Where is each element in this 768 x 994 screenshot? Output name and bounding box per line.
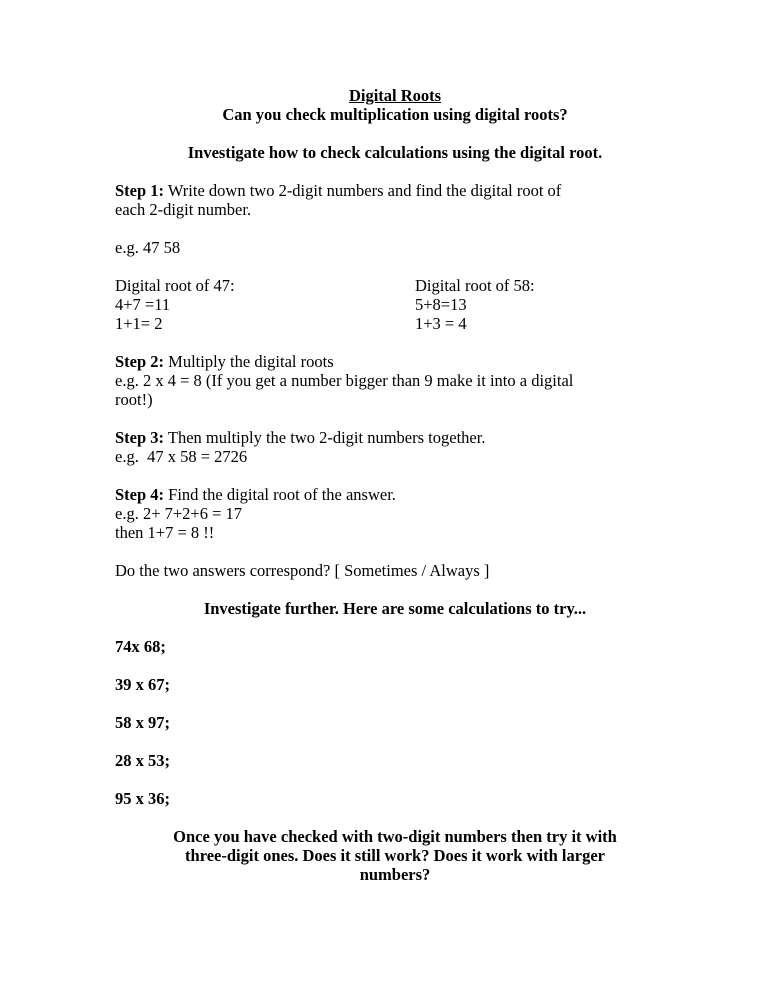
root-heading: Digital root of 47:: [115, 276, 235, 295]
calculation-item: 39 x 67;: [115, 675, 170, 694]
closing-line: three-digit ones. Does it still work? Does it work with larger: [185, 846, 605, 865]
step-text: e.g. 2 x 4 = 8 (If you get a number bigger than 9 make it into a digital: [115, 371, 574, 390]
step-label: Step 3:: [115, 428, 165, 447]
step-text: Write down two 2-digit numbers and find the digital root of: [164, 181, 562, 200]
step-1: [115, 181, 675, 219]
page-title: Digital Roots: [348, 86, 442, 105]
example-numbers: e.g. 47 58: [115, 238, 181, 257]
header: [115, 86, 675, 124]
step-2: [115, 352, 675, 409]
step-text: root!): [115, 390, 153, 409]
step-text: e.g. 2+ 7+2+6 = 17: [115, 504, 243, 523]
step-text: each 2-digit number.: [115, 200, 252, 219]
root-line: 5+8=13: [415, 295, 467, 314]
correspond-question: Do the two answers correspond? [ Sometimes / Always ]: [115, 561, 490, 580]
step-text: Multiply the digital roots: [164, 352, 334, 371]
step-text: then 1+7 = 8 !!: [115, 523, 215, 542]
calculation-item: 74x 68;: [115, 637, 166, 656]
closing-line: Once you have checked with two-digit numbers then try it with: [173, 827, 617, 846]
closing-paragraph: [95, 827, 695, 884]
step-label: Step 1:: [115, 181, 165, 200]
step-label: Step 4:: [115, 485, 165, 504]
digital-root-left: [115, 276, 235, 333]
step-3: [115, 428, 675, 466]
calculation-item: 28 x 53;: [115, 751, 170, 770]
step-label: Step 2:: [115, 352, 165, 371]
intro-text: Investigate how to check calculations using the digital root.: [187, 143, 603, 162]
step-4: [115, 485, 675, 542]
page-subtitle: Can you check multiplication using digital roots?: [222, 105, 568, 124]
root-line: 1+3 = 4: [415, 314, 467, 333]
root-line: 1+1= 2: [115, 314, 163, 333]
root-line: 4+7 =11: [115, 295, 171, 314]
root-heading: Digital root of 58:: [415, 276, 535, 295]
calculation-item: 95 x 36;: [115, 789, 170, 808]
step-text: Then multiply the two 2-digit numbers together.: [164, 428, 486, 447]
step-text: e.g. 47 x 58 = 2726: [115, 447, 248, 466]
closing-line: numbers?: [359, 865, 431, 884]
investigate-further-heading: Investigate further. Here are some calculations to try...: [203, 599, 587, 618]
digital-root-right: [415, 276, 535, 333]
calculation-item: 58 x 97;: [115, 713, 170, 732]
step-text: Find the digital root of the answer.: [164, 485, 396, 504]
